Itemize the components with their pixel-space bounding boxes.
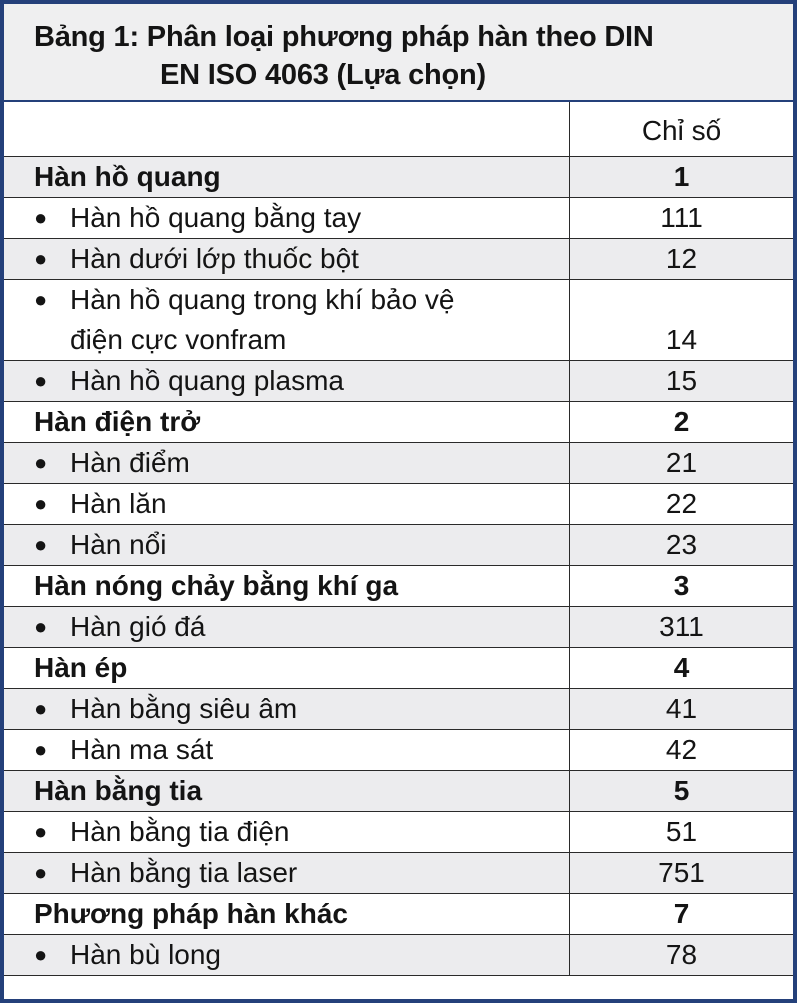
method-name-wrap [70,525,569,565]
method-name: Hàn nổi [70,529,167,560]
index-code-cell [570,853,793,893]
method-name: Hàn bằng tia [34,775,203,806]
table-title [4,4,793,102]
bullet-icon: ● [34,532,48,557]
method-cell [4,525,570,565]
method-name-wrap [34,157,569,197]
method-cell [4,484,570,524]
index-code-cell [570,525,793,565]
method-cell [4,771,570,811]
table-row [4,689,793,730]
method-name: Hàn hồ quang bằng tay [70,202,362,233]
method-cell [4,566,570,606]
method-name-wrap [70,730,569,770]
index-code: 22 [665,488,698,519]
method-name: Hàn điện trở [34,406,201,437]
index-code: 21 [665,447,698,478]
index-code-cell [570,566,793,606]
table-group-row [4,157,793,198]
bullet-icon: ● [34,614,48,639]
header-label-cell [4,102,570,156]
method-name: Hàn bằng tia laser [70,857,298,888]
index-code-cell [570,730,793,770]
index-code-cell [570,484,793,524]
method-name-wrap [70,198,569,238]
method-name-wrap [70,361,569,401]
table-header-row [4,102,793,157]
index-code-cell [570,443,793,483]
column-header-chi-so: Chỉ số [641,115,722,146]
method-name-wrap [70,689,569,729]
index-code: 14 [665,324,698,355]
method-name-wrap [70,853,569,893]
index-code-cell [570,280,793,360]
bullet-icon: ● [34,696,48,721]
method-name: Hàn ma sát [70,734,214,765]
method-cell [4,443,570,483]
method-name: Hàn lăn [70,488,167,519]
index-code-cell [570,157,793,197]
table-row [4,443,793,484]
bullet-icon: ● [34,450,48,475]
method-name-wrap [34,402,569,442]
method-name-wrap [70,443,569,483]
method-cell [4,402,570,442]
table-row [4,361,793,402]
method-name-wrap [70,607,569,647]
method-cell [4,648,570,688]
bullet-icon: ● [34,737,48,762]
table-group-row [4,648,793,689]
table-group-row [4,894,793,935]
index-code: 15 [665,365,698,396]
index-code: 78 [665,939,698,970]
table-group-row [4,402,793,443]
method-name: Hàn bằng tia điện [70,816,290,847]
method-cell [4,361,570,401]
bullet-icon: ● [34,491,48,516]
method-name-wrap [70,280,569,360]
table-group-row [4,566,793,607]
table-row [4,280,793,361]
table-row [4,484,793,525]
table-row [4,239,793,280]
method-cell [4,280,570,360]
index-code-cell [570,648,793,688]
table-row [4,812,793,853]
method-name-wrap [70,484,569,524]
method-name: Phương pháp hàn khác [34,898,348,929]
method-name: Hàn bù long [70,939,222,970]
method-cell [4,239,570,279]
index-code: 51 [665,816,698,847]
index-code: 3 [673,570,690,601]
bullet-icon: ● [34,860,48,885]
bullet-icon: ● [34,942,48,967]
method-cell [4,689,570,729]
table-row [4,730,793,771]
index-code-cell [570,198,793,238]
method-cell [4,812,570,852]
index-code: 12 [665,243,698,274]
method-cell [4,730,570,770]
method-name: Hàn hồ quang trong khí bảo vệ [70,284,455,315]
method-cell [4,853,570,893]
table-body [4,157,793,976]
table-row [4,198,793,239]
method-name-wrap [70,239,569,279]
method-name: Hàn hồ quang plasma [70,365,344,396]
index-code: 7 [673,898,690,929]
index-code: 751 [658,857,705,888]
method-name: Hàn ép [34,652,128,683]
index-code: 4 [673,652,690,683]
table-title-line-2: EN ISO 4063 (Lựa chọn) [160,59,487,91]
method-name: Hàn bằng siêu âm [70,693,298,724]
index-code: 5 [673,775,690,806]
method-name: Hàn gió đá [70,611,206,642]
index-code: 42 [665,734,698,765]
table-row [4,607,793,648]
method-cell [4,894,570,934]
method-name: Hàn nóng chảy bằng khí ga [34,570,399,601]
index-code: 2 [673,406,690,437]
method-cell [4,607,570,647]
index-code-cell [570,239,793,279]
index-code: 1 [673,161,690,192]
index-code-cell [570,361,793,401]
method-cell [4,198,570,238]
bullet-icon: ● [34,368,48,393]
method-name-wrap [34,771,569,811]
index-code: 111 [660,202,703,233]
table-row [4,853,793,894]
method-name-line-2: điện cực vonfram [70,324,287,355]
table-title-line-1: Bảng 1: Phân loại phương pháp hàn theo DIN [34,21,654,53]
method-name: Hàn hồ quang [34,161,221,192]
method-name-wrap [34,648,569,688]
method-name: Hàn dưới lớp thuốc bột [70,243,359,274]
method-name-wrap [34,894,569,934]
method-name: Hàn điểm [70,447,190,478]
index-code-cell [570,771,793,811]
table-row [4,525,793,566]
index-code-cell [570,935,793,975]
index-code-cell [570,607,793,647]
method-cell [4,157,570,197]
index-code-cell [570,402,793,442]
index-code: 311 [659,611,704,642]
index-code-cell [570,812,793,852]
bullet-icon: ● [34,819,48,844]
bullet-icon: ● [34,287,48,312]
method-name-wrap [34,566,569,606]
bullet-icon: ● [34,205,48,230]
index-code-cell [570,894,793,934]
index-code-cell [570,689,793,729]
method-name-wrap [70,812,569,852]
method-name-wrap [70,935,569,975]
index-code: 23 [665,529,698,560]
bullet-icon: ● [34,246,48,271]
table-row [4,935,793,976]
index-code: 41 [665,693,698,724]
method-cell [4,935,570,975]
table-group-row [4,771,793,812]
